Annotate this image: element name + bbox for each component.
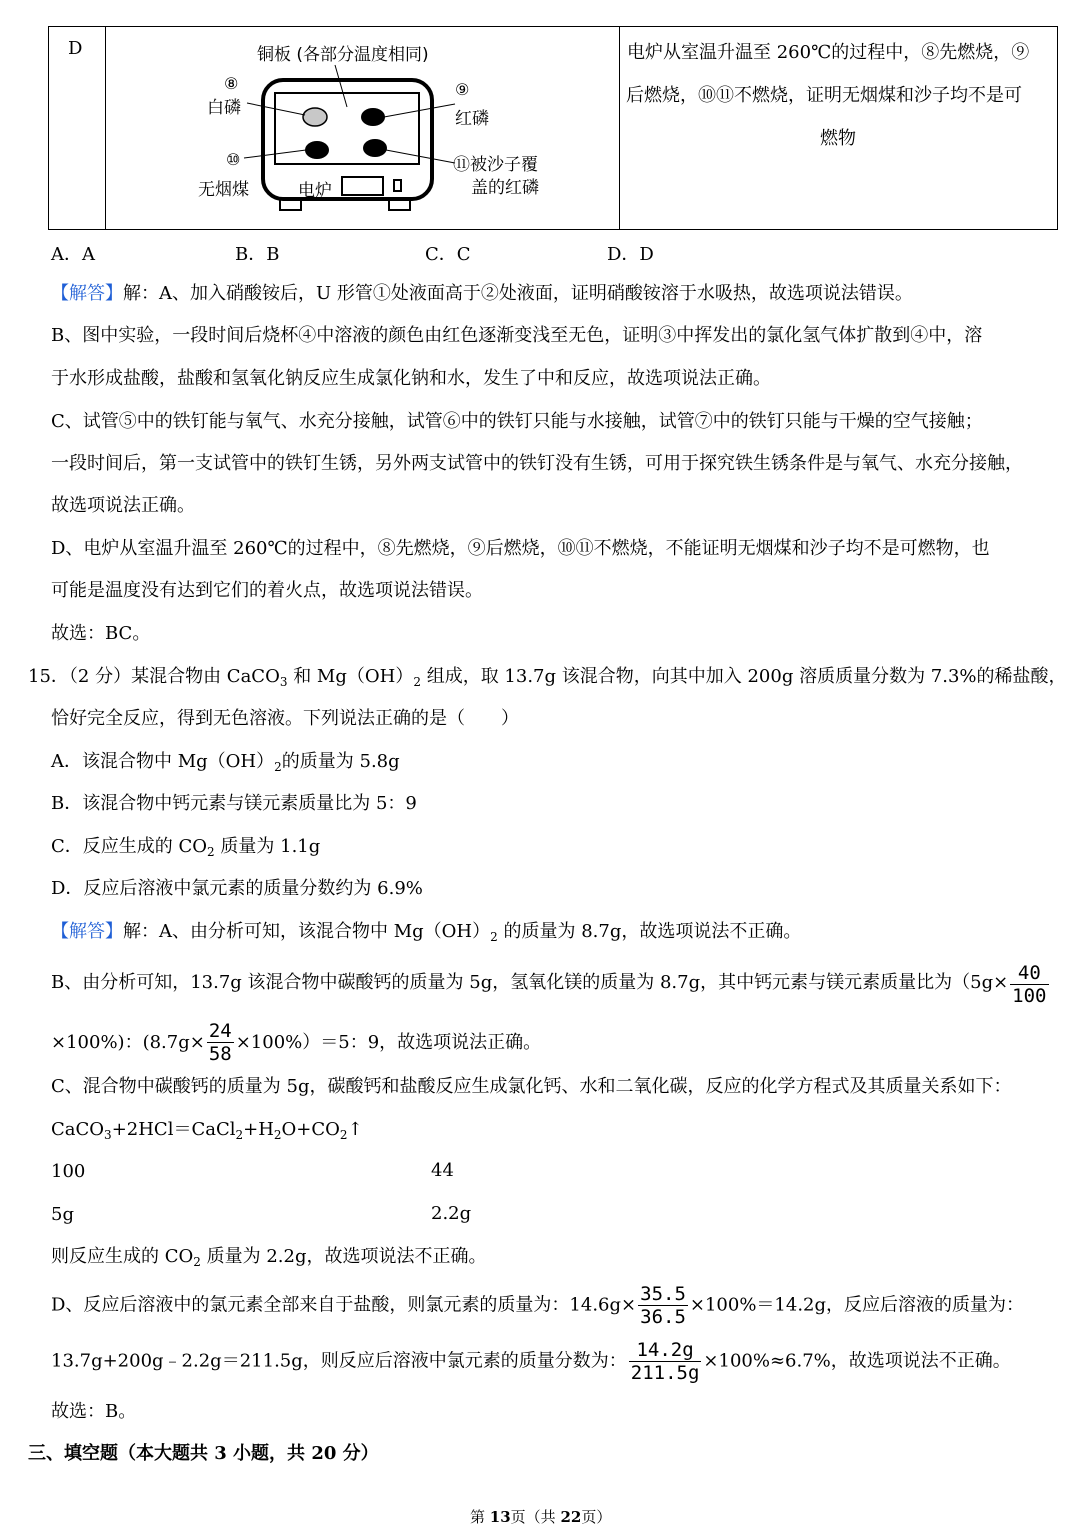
choice-a: A．A [51,244,95,265]
answer-line: D、电炉从室温升温至 260℃的过程中，⑧先燃烧，⑨后燃烧，⑩⑪不燃烧，不能证明无烟煤和沙子均不是可燃物，也 [51,538,990,559]
electric-furnace-diagram [0,0,620,230]
fraction-24-58: $\frac{24}{58}$ [208,1020,232,1065]
q15-stem-line2: 恰好完全反应，得到无色溶液。下列说法正确的是（ ） [51,708,519,729]
final-answer: 故选：BC。 [51,623,151,644]
q15-stem-line1: 15．（2 分）某混合物由 CaCO$_3$ 和 $Mg(OH)_2$ 组成，取 13.7g 该混合物，向其中加入 200g 溶质质量分数为 7.3%的稀盐酸， [28,666,1067,689]
answer-tag: 【解答】 [51,283,123,304]
q15-option-a: A．该混合物中 $Mg(OH)_2$的质量为 5.8g [51,751,400,774]
answer-line: 【解答】解：A、加入硝酸铵后，U 形管①处液面高于②处液面，证明硝酸铵溶于水吸热，故选项说法错误。 [51,283,913,304]
furnace-label: 电炉 [298,181,332,201]
label-8-number: ⑧ [224,74,239,93]
answer-line: 于水形成盐酸，盐酸和氢氧化钠反应生成氯化钠和水，发生了中和反应，故选项说法正确。 [51,368,771,389]
red-phosphorus-sample [361,108,385,126]
fraction-14-2-211-5: $\frac{14.2g}{211.5g}$ [630,1339,700,1384]
answer-line-d2: 13.7g+200g﹣2.2g＝211.5g，则反应后溶液中氯元素的质量分数为： $\frac{14.2g}{211.5g}$ ×100%≈6.7%，故选项说法不正确。 [51,1339,1011,1384]
answer-line-c-end: 则反应生成的 $CO_2$ 质量为 2.2g，故选项说法不正确。 [51,1246,487,1269]
table-description-line3: 燃物 [820,128,856,149]
figure-caption: 铜板 (各部分温度相同) [257,45,429,65]
label-9-number: ⑨ [455,80,470,99]
answer-line: 故选项说法正确。 [51,495,195,516]
label-sand-covered-line2: 盖的红磷 [471,178,539,198]
choice-c: C．C [425,244,471,265]
label-white-phosphorus: 白磷 [207,98,241,118]
anthracite-sample [305,141,329,159]
q15-option-c: C．反应生成的 $CO_2$ 质量为 1.1g [51,836,321,859]
choice-d: D．D [607,244,654,265]
final-answer: 故选：B。 [51,1401,137,1422]
answer-line: C、试管⑤中的铁钉能与氧气、水充分接触，试管⑥中的铁钉只能与水接触，试管⑦中的铁钉只能与干燥的空气接触； [51,411,983,432]
answer-tag: 【解答】 [51,921,123,942]
answer-line-b2: ×100%)：(8.7g× $\frac{24}{58}$ ×100%）＝5：9，故选项说法正确。 [51,1020,542,1065]
option-label: D [68,38,83,59]
answer-line: B、图中实验，一段时间后烧杯④中溶液的颜色由红色逐渐变浅至无色，证明③中挥发出的氯化氢气体扩散到④中，溶 [51,325,983,346]
white-phosphorus-sample [303,108,327,126]
choice-b: B．B [235,244,280,265]
label-anthracite: 无烟煤 [198,180,249,200]
fraction-40-100: $\frac{40}{100}$ [1012,962,1047,1007]
table-description-line1: 电炉从室温升温至 260℃的过程中，⑧先燃烧，⑨ [627,42,1030,63]
answer-line-b1: B、由分析可知，13.7g 该混合物中碳酸钙的质量为 5g，氢氧化镁的质量为 8.7g，其中钙元素与镁元素质量比为（5g× $\frac{40}{100}$ [51,962,1047,1007]
q15-option-d: D．反应后溶液中氯元素的质量分数约为 6.9% [51,878,423,899]
section-heading: 三、填空题（本大题共 3 小题，共 20 分） [28,1443,379,1464]
answer-line: 可能是温度没有达到它们的着火点，故选项说法错误。 [51,580,483,601]
mass-relation-5g: 5g [51,1204,74,1225]
answer-line: 一段时间后，第一支试管中的铁钉生锈，另外两支试管中的铁钉没有生锈，可用于探究铁生锈条件是与氧气、水充分接触， [51,453,1023,474]
answer-line-d1: D、反应后溶液中的氯元素全部来自于盐酸，则氯元素的质量为：14.6g× $\frac{35.5}{36.5}$ ×100%＝14.2g，反应后溶液的质量为： [51,1283,1025,1328]
fraction-35-5-36-5: $\frac{35.5}{36.5}$ [640,1283,686,1328]
label-red-phosphorus: 红磷 [455,109,489,129]
answer-line-c1: C、混合物中碳酸钙的质量为 5g，碳酸钙和盐酸反应生成氯化钙、水和二氧化碳，反应的化学方程式及其质量关系如下： [51,1076,1012,1097]
sand-covered-red-phosphorus-sample [363,139,387,157]
label-sand-covered-line1: ⑪被沙子覆 [453,155,538,175]
q15-option-b: B．该混合物中钙元素与镁元素质量比为 5：9 [51,793,417,814]
chemical-equation: $CaCO_3+2HCl=CaCl_2+H_2O+CO_2↑$ [51,1119,363,1142]
mass-relation-100: 100 [51,1161,86,1182]
label-10-number: ⑩ [226,150,241,169]
page-footer: 第 13页（共 22页） [470,1508,612,1526]
table-description-line2: 后燃烧，⑩⑪不燃烧，证明无烟煤和沙子均不是可 [626,85,1022,106]
mass-relation-44: 44 [431,1160,454,1181]
mass-relation-2-2g: 2.2g [431,1203,472,1224]
answer-line-a: 【解答】解：A、由分析可知，该混合物中 $Mg(OH)_2$ 的质量为 8.7g，故选项说法不正确。 [51,921,802,944]
